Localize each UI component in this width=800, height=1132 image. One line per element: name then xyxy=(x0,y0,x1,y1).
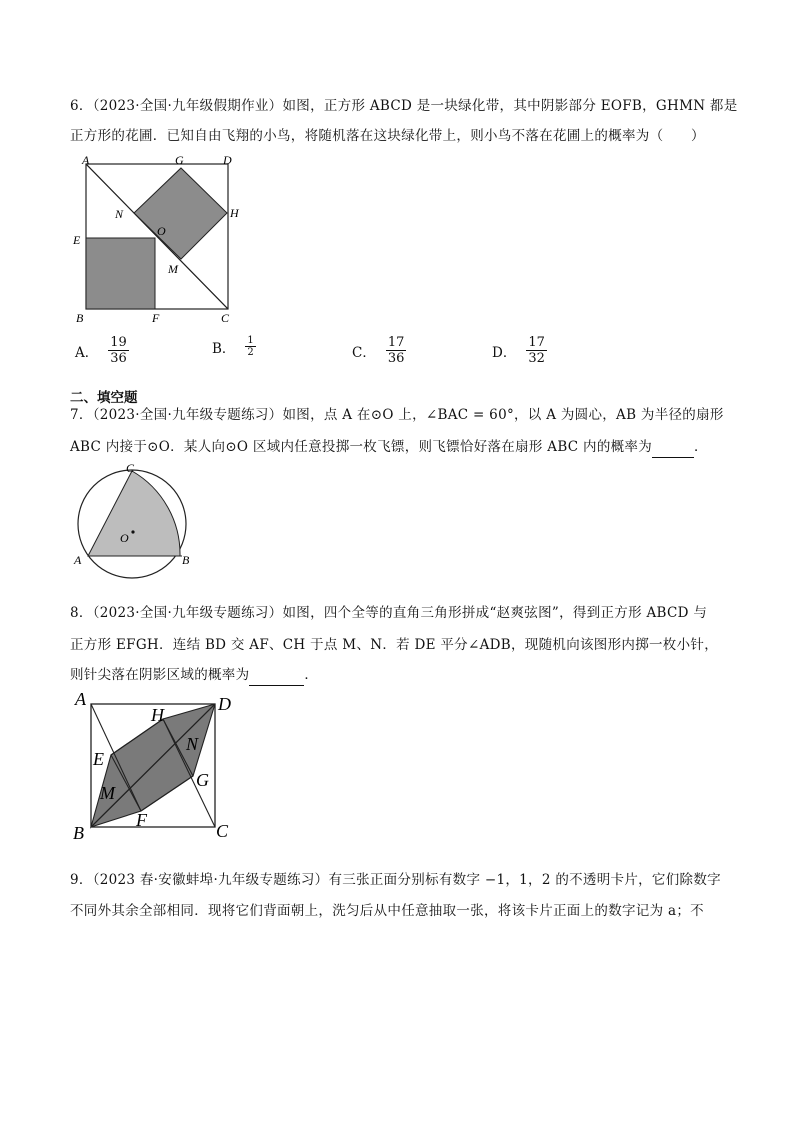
q7-text-line2: ABC 内接于⊙O．某人向⊙O 区域内任意投掷一枚飞镖，则飞镖恰好落在扇形 ABC 内的概率为 xyxy=(70,439,653,455)
q8-label-H: H xyxy=(151,705,164,725)
q6-label-G: G xyxy=(175,153,184,167)
q8-text-line2: 正方形 EFGH．连结 BD 交 AF、CH 于点 M、N．若 DE 平分∠ADB，现随机向该图形内掷一枚小针， xyxy=(70,637,718,653)
q6-label-E: E xyxy=(73,233,81,247)
q8-label-E: E xyxy=(93,749,104,769)
q8-figure xyxy=(70,688,245,850)
q7-label-O: O xyxy=(120,531,129,545)
q7-sector-abc xyxy=(88,471,180,556)
q8-text-line3-end: ． xyxy=(304,667,319,683)
q6-shaded-square-eofb xyxy=(86,238,155,309)
q6-option-c-fraction xyxy=(386,335,407,366)
q6-option-a-fraction xyxy=(108,335,129,366)
q8-label-N: N xyxy=(186,734,199,754)
q6-option-d-denominator: 32 xyxy=(528,351,545,366)
q8-label-G: G xyxy=(196,770,209,790)
q6-label-O: O xyxy=(157,224,166,238)
q8-text-line3: 则针尖落在阴影区域的概率为 xyxy=(70,667,250,683)
q6-option-c-numerator: 17 xyxy=(387,335,405,350)
q7-figure xyxy=(70,464,200,582)
q6-option-a-label: A． xyxy=(75,344,99,361)
q6-option-a-denominator: 36 xyxy=(110,351,127,366)
q6-option-b-denominator: 2 xyxy=(247,347,254,358)
q8-label-A: A xyxy=(75,689,86,709)
q6-option-b-fraction xyxy=(245,335,255,358)
q8-label-F: F xyxy=(136,810,147,830)
q8-text-line1: 8．（2023·全国·九年级专题练习）如图，四个全等的直角三角形拼成“赵爽弦图”，得到正方形 ABCD 与 xyxy=(70,605,708,621)
q9-text-line2: 不同外其余全部相同．现将它们背面朝上，洗匀后从中任意抽取一张，将该卡片正面上的数字记为 a；不 xyxy=(70,903,704,919)
q6-text-line1: 6．（2023·全国·九年级假期作业）如图，正方形 ABCD 是一块绿化带，其中阴影部分 EOFB，GHMN 都是 xyxy=(70,98,738,114)
q7-answer-blank[interactable] xyxy=(652,437,694,458)
q6-option-d-numerator: 17 xyxy=(528,335,545,350)
q6-option-d[interactable] xyxy=(492,335,547,366)
q6-option-a[interactable] xyxy=(75,335,129,366)
section-heading-fill-blank: 二、填空题 xyxy=(70,390,138,406)
q6-option-b-label: B． xyxy=(212,340,236,357)
q6-figure xyxy=(72,152,242,328)
q6-option-c-denominator: 36 xyxy=(387,351,405,366)
q7-label-C: C xyxy=(126,464,135,475)
q6-label-F: F xyxy=(152,311,160,325)
q6-option-c[interactable] xyxy=(352,335,406,366)
q6-option-a-numerator: 19 xyxy=(110,335,127,350)
q7-text-line2-end: ． xyxy=(694,439,708,455)
q6-option-b-numerator: 1 xyxy=(247,335,254,346)
q6-label-C: C xyxy=(221,311,230,325)
q6-option-d-label: D． xyxy=(492,344,517,361)
q8-text-line3-wrap xyxy=(70,665,318,686)
q8-label-D: D xyxy=(218,694,231,714)
q8-answer-blank[interactable] xyxy=(249,665,304,686)
q6-option-d-fraction xyxy=(526,335,547,366)
q8-label-M: M xyxy=(100,783,115,803)
q6-label-B: B xyxy=(76,311,84,325)
q7-text-line1: 7．（2023·全国·九年级专题练习）如图，点 A 在⊙O 上，∠BAC = 60°，以 A 为圆心，AB 为半径的扇形 xyxy=(70,407,724,423)
q6-label-D: D xyxy=(223,153,232,167)
q6-label-H: H xyxy=(230,206,239,220)
q6-option-b[interactable] xyxy=(212,335,256,358)
q6-label-N: N xyxy=(115,207,124,221)
q7-text-line2-wrap xyxy=(70,437,708,458)
q7-label-B: B xyxy=(182,553,190,567)
q6-option-c-label: C． xyxy=(352,344,376,361)
q6-text-line2: 正方形的花圃．已知自由飞翔的小鸟，将随机落在这块绿化带上，则小鸟不落在花圃上的概率为（ ） xyxy=(70,128,705,144)
q8-label-C: C xyxy=(216,821,229,841)
q8-label-B: B xyxy=(73,823,84,843)
q6-label-M: M xyxy=(168,262,178,276)
q9-text-line1: 9．（2023 春·安徽蚌埠·九年级专题练习）有三张正面分别标有数字 −1，1，2 的不透明卡片，它们除数字 xyxy=(70,872,721,888)
q6-label-A: A xyxy=(82,153,90,167)
q7-label-A: A xyxy=(74,553,82,567)
